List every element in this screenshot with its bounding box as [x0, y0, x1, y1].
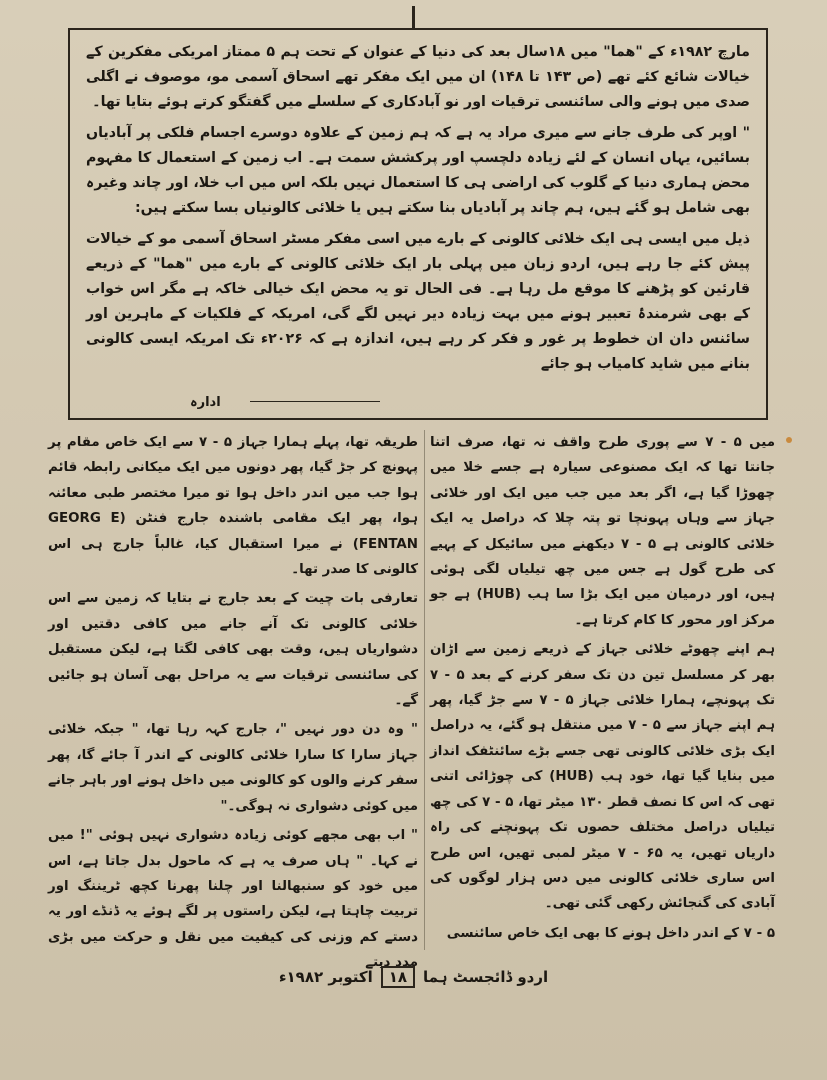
right-column-paragraph-2: ہم اپنے چھوٹے خلائی جہاز کے ذریعے زمین سے اڑان بھر کر مسلسل تین دن تک سفر کرنے کے بعد ۵ - ۷ تک پہونچے، ہمارا خلائی جہاز ۵ - ۷ سے جڑ گیا، پھر ہم اپنے جہاز سے ۵ - ۷ میں منتقل ہو گئے، یہ دراصل ایک بڑی خلائی کالونی تھی جسے بڑے سائنٹفک انداز میں بنایا گیا تھا، خود ہب (HUB) کی چوڑائی اتنی تھی کہ اس کا نصف قطر ۱۳۰ میٹر تھا، ۵ - ۷ کی چھ تیلیاں دراصل مختلف حصوں تک پہونچنے کی راہ داریاں تھیں، یہ ۶۵ - ۷ میٹر لمبی تھیں، اس طرح اس ساری خلائی کالونی میں دس ہزار لوگوں کی آبادی کی گنجائش رکھی گئی تھی۔	[430, 642, 776, 912]
left-column-paragraph-4: " اب بھی مجھے کوئی زیادہ دشواری نہیں ہوئی "! میں نے کہا۔ " ہاں صرف یہ ہے کہ ماحول بدل جاتا ہے، اس میں خود کو سنبھالنا اور چلنا پھرنا کچھ ٹریننگ اور تربیت چاہتا ہے، لیکن راستوں پر لگے ہوئے یہ ڈنڈے اور یہ دستے کم وزنی کی کیفیت میں نقل و حرکت میں بڑی مدد دیتے	[48, 828, 418, 971]
editorial-paragraph-3: ذیل میں ایسی ہی ایک خلائی کالونی کے بارے میں اسی مفکر مسٹر اسحاق آسمی مو کے خیالات پیش کئے جا رہے ہیں، اردو زبان میں پہلی بار ایک خلائی کالونی کے بارے میں "ھما" کے ذریعے قارئین کو پڑھنے کا موقع مل رہا ہے۔ فی الحال تو یہ محض ایک خیالی خاکہ ہے مگر اس خواب کے بھی شرمندۂ تعبیر ہونے میں بہت زیادہ دیر نہیں لگے گی، امریکہ کے فلکیات کے ماہرین اور سائنس دان ان خطوط پر غور و فکر کر رہے ہیں، اندازہ ہے کہ ۲۰۲۶ء تک امریکہ ایسی کالونی بنانے میں شاید کامیاب ہو جائے	[86, 231, 750, 372]
editorial-paragraph-2: " اوپر کی طرف جانے سے میری مراد یہ ہے کہ ہم زمین کے علاوہ دوسرے اجسام فلکی پر آبادیاں بسائیں، یہاں انسان کے لئے زیادہ دلچسپ اور پرکشش سمت ہے۔ اب زمین کے استعمال کا مفہوم محض ہماری دنیا کے گلوب کی اراضی ہی کا استعمال نہیں بلکہ اس میں اب خلا، اور چاند وغیرہ بھی شامل ہو گئے ہیں، ہم چاند پر آبادیاں بنا سکتے ہیں یا خلائی کالونیاں بسا سکتے ہیں:	[86, 125, 750, 216]
left-column-paragraph-3: " وہ دن دور نہیں "، جارج کہہ رہا تھا، " جبکہ خلائی جہاز سارا کا سارا خلائی کالونی کے اندر آ جائے گا، پھر سفر کرنے والوں کو کالونی میں داخل ہونے اور باہر جانے میں کوئی دشواری نہ ہوگی۔"	[48, 722, 418, 814]
page-number: ۱۸	[381, 966, 415, 988]
article-column-right	[430, 430, 775, 960]
page-footer	[0, 962, 827, 992]
editorial-note-box	[68, 28, 768, 420]
left-column-paragraph-2: تعارفی بات چیت کے بعد جارج نے بتایا کہ زمین سے اس خلائی کالونی تک آنے جانے میں کافی دقتیں اور دشواریاں ہیں، وقت بھی کافی لگتا ہے، لیکن مستقبل کی سائنسی ترقیات سے یہ مراحل بھی آسان ہو جائیں گے۔	[48, 591, 418, 709]
right-column-paragraph-3: ۵ - ۷ کے اندر داخل ہونے کا بھی ایک خاص سائنسی	[446, 925, 775, 941]
column-divider	[424, 430, 425, 950]
page-mark	[412, 6, 415, 30]
footer-issue-date: اکتوبر ۱۹۸۲ء	[278, 968, 373, 986]
article-column-left	[48, 430, 418, 971]
footer-magazine-name: اردو ڈائجسٹ ہما	[423, 968, 549, 986]
paragraph-bullet-icon	[786, 437, 792, 443]
right-column-paragraph-1: میں ۵ - ۷ سے پوری طرح واقف نہ تھا، صرف اتنا جانتا تھا کہ ایک مصنوعی سیارہ ہے جسے خلا میں چھوڑا گیا ہے، اگر بعد میں جب میں ایک اور خلائی جہاز سے وہاں پہونچا تو پتہ چلا کہ دراصل یہ ایک خلائی کالونی ہے ۵ - ۷ دیکھنے میں سائیکل کے پہیے کی طرح گول ہے جس میں چھ تیلیاں لگی ہوئی ہیں، اور درمیان میں ایک بڑا سا ہب (HUB) ہے جو مرکز اور محور کا کام کرتا ہے۔	[430, 435, 775, 628]
editorial-paragraph-1: مارچ ۱۹۸۲ء کے "ھما" میں ۱۸سال بعد کی دنیا کے عنوان کے تحت ہم ۵ ممتاز امریکی مفکرین کے خیالات شائع کئے تھے (ص ۱۴۳ تا ۱۴۸) ان میں ایک مفکر تھے اسحاق آسمی مو، موصوف نے اگلی صدی میں ہونے والی سائنسی ترقیات اور نو آبادکاری کے سلسلے میں گفتگو کرتے ہوئے بتایا تھا۔	[86, 44, 751, 110]
left-column-paragraph-1: طریقہ تھا، پہلے ہمارا جہاز ۵ - ۷ سے ایک خاص مقام پر پہونچ کر جڑ گیا، پھر دونوں میں ایک میکانی رابطہ قائم ہوا جب میں اندر داخل ہوا تو میرا مختصر طبی معائنہ ہوا، پھر ایک مقامی باشندہ جارج فنٹن (GEORG E FENTAN) نے میرا استقبال کیا، غالباً جارج ہی اس کالونی کا صدر تھا۔	[48, 435, 418, 578]
signature-rule	[250, 401, 380, 402]
editorial-signature: ادارہ	[190, 395, 221, 410]
